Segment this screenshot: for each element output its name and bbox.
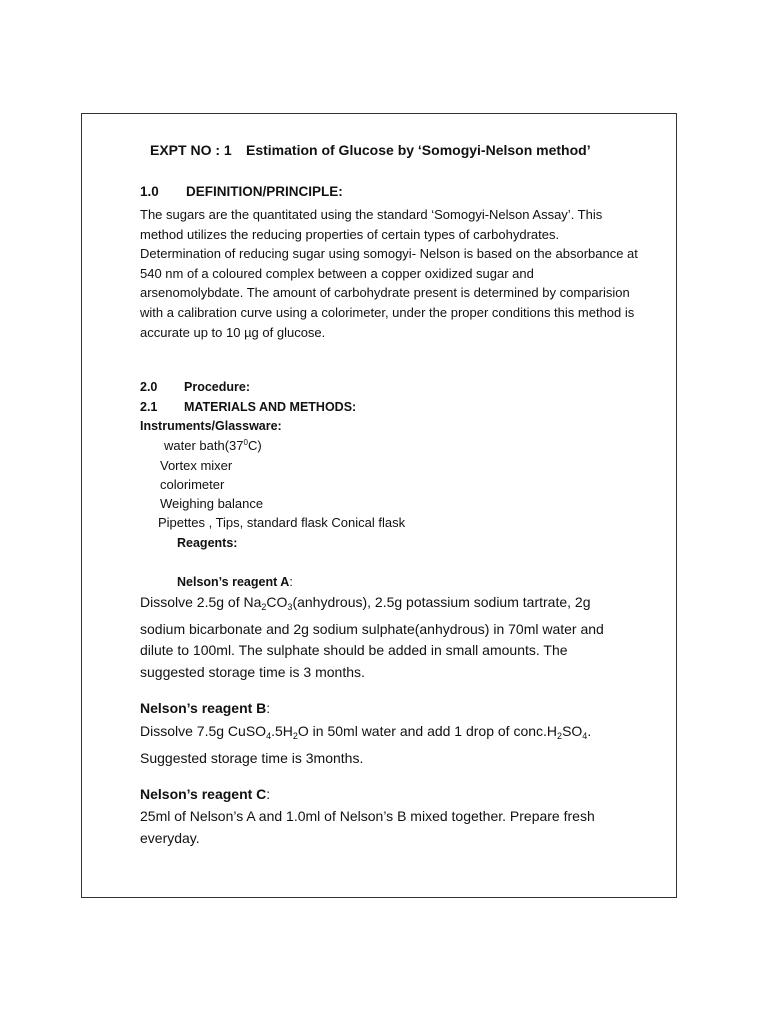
paragraph-line: Dissolve 7.5g $CuSO_4.5H_2O$ in 50ml water and add 1 drop of $conc.H_2SO_4$. — [140, 723, 592, 741]
instrument-item: water $bath(37^0C)$ — [164, 438, 262, 453]
paragraph-line: 540 nm of a coloured complex between a copper oxidized sugar and — [140, 265, 534, 281]
paragraph-line: Determination of reducing sugar using somogyi- Nelson is based on the absorbance at — [140, 246, 638, 262]
section-number: 1.0 — [140, 184, 159, 199]
instrument-item: colorimeter — [160, 477, 225, 492]
paragraph-line: Dissolve 2.5g of $Na_2CO_3(anhydrous)$, 2.5g potassium sodium tartrate, 2g — [140, 594, 591, 612]
instrument-item: Vortex mixer — [160, 458, 233, 473]
paragraph-line: suggested storage time is 3 months. — [140, 663, 365, 680]
paragraph-line: method utilizes the reducing properties of certain types of carbohydrates. — [140, 226, 560, 242]
instruments-heading: Instruments/Glassware: — [140, 419, 282, 433]
reagent-c-heading: Nelson’s reagent C: — [140, 786, 271, 802]
experiment-title-text: Estimation of Glucose by ‘Somogyi-Nelson method’ — [246, 142, 591, 158]
section-1-heading — [140, 184, 343, 199]
reagent-b-description — [140, 721, 591, 769]
experiment-title — [150, 142, 591, 158]
section-title: DEFINITION/PRINCIPLE: — [186, 184, 343, 199]
section-number: 2.0 — [140, 380, 158, 394]
experiment-number: EXPT NO : 1 — [150, 142, 232, 158]
paragraph-line: The sugars are the quantitated using the standard ‘Somogyi-Nelson Assay’. This — [140, 207, 603, 222]
paragraph-line: everyday. — [140, 829, 200, 846]
instrument-item: Pipettes , Tips, standard flask Conical flask — [158, 515, 406, 530]
reagent-a-description — [140, 592, 604, 683]
paragraph-line: Suggested storage time is 3months. — [140, 749, 364, 766]
section-title: MATERIALS AND METHODS: — [184, 400, 357, 414]
paragraph-line: with a calibration curve using a colorimeter, under the proper conditions this method is — [140, 304, 635, 320]
paragraph-line: arsenomolybdate. The amount of carbohydrate present is determined by comparision — [140, 285, 630, 301]
paragraph-line: sodium bicarbonate and 2g sodium sulphate(anhydrous) in 70ml water and — [140, 620, 604, 637]
reagent-b-heading: Nelson’s reagent B: — [140, 700, 271, 716]
paragraph-line: 25ml of Nelson’s A and 1.0ml of Nelson’s B mixed together. Prepare fresh — [140, 808, 595, 824]
principle-paragraph — [140, 205, 638, 342]
reagents-heading: Reagents: — [177, 536, 238, 550]
section-2-1-heading — [140, 400, 356, 414]
paragraph-line: accurate up to 10 µg of glucose. — [140, 324, 326, 340]
section-2-heading — [140, 380, 250, 394]
reagent-a-heading: Nelson’s reagent A: — [177, 575, 293, 589]
paragraph-line: dilute to 100ml. The sulphate should be added in small amounts. The — [140, 642, 568, 659]
reagent-c-description — [140, 806, 595, 849]
section-number: 2.1 — [140, 400, 158, 414]
section-title: Procedure: — [184, 380, 250, 394]
instrument-item: Weighing balance — [160, 496, 264, 511]
